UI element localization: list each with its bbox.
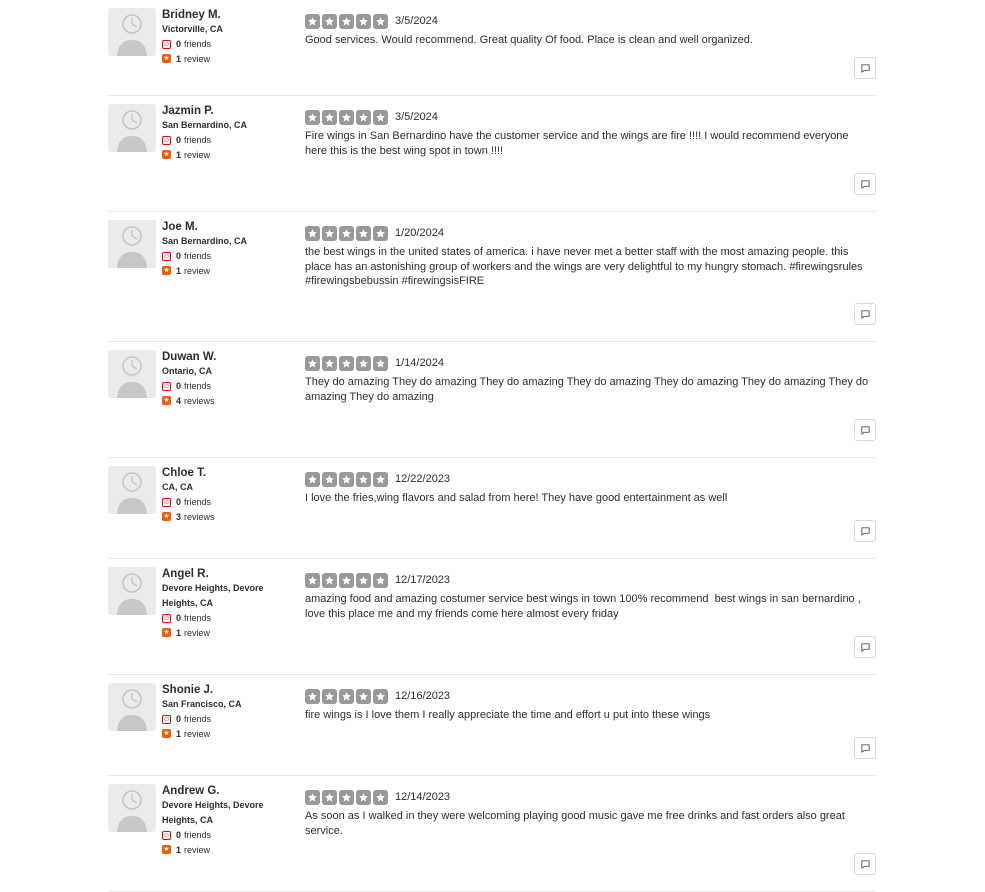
star-rating	[305, 356, 390, 371]
friends-count: 0	[176, 613, 182, 623]
user-name[interactable]: Angel R.	[162, 568, 209, 580]
user-name[interactable]: Joe M.	[162, 221, 198, 233]
comment-button[interactable]	[854, 57, 876, 79]
star-icon	[305, 356, 320, 371]
star-icon	[305, 790, 320, 805]
star-icon	[322, 14, 337, 29]
user-info	[162, 350, 280, 408]
star-icon	[305, 226, 320, 241]
friends-count: 0	[176, 381, 182, 391]
user-location: Victorville, CA	[162, 24, 223, 34]
star-icon	[305, 573, 320, 588]
avatar[interactable]	[108, 350, 156, 398]
friends-icon: ☺	[162, 715, 171, 723]
review-text: the best wings in the united states of america. i have never met a better staff with the most amazing people. this place has an astonishing group of workers and the wings are very delightful to my hungry stomach. #firewingsrules #firewingsbebussin #firewingsisFIRE	[305, 246, 866, 288]
star-icon	[356, 356, 371, 371]
friends-count: 0	[176, 39, 182, 49]
review-body	[305, 355, 871, 404]
star-icon	[373, 110, 388, 125]
reviews-label: reviews	[184, 395, 215, 406]
avatar[interactable]	[108, 220, 156, 268]
reviews-count: 1	[176, 627, 182, 638]
review-body	[305, 789, 871, 838]
speech-bubble-icon	[860, 743, 871, 754]
friends-count: 0	[176, 135, 182, 145]
user-location: Devore Heights, Devore Heights, CA	[162, 800, 264, 825]
friends-stat	[162, 37, 280, 52]
review-body	[305, 225, 871, 289]
rating-row	[305, 688, 871, 704]
star-icon	[356, 110, 371, 125]
user-info	[162, 8, 280, 66]
speech-bubble-icon	[860, 526, 871, 537]
friends-label: friends	[184, 135, 212, 145]
comment-button[interactable]	[854, 737, 876, 759]
review-item	[108, 776, 876, 892]
review-star-icon: ★	[163, 629, 170, 637]
star-icon	[305, 14, 320, 29]
review-star-icon: ★	[163, 267, 170, 275]
review-star-icon: ★	[163, 730, 170, 738]
star-icon	[339, 110, 354, 125]
star-icon	[305, 689, 320, 704]
review-star-icon: ★	[163, 55, 170, 63]
reviews-stat	[162, 394, 280, 409]
comment-button[interactable]	[854, 636, 876, 658]
rating-row	[305, 225, 871, 241]
review-item	[108, 559, 876, 675]
reviews-count: 1	[176, 149, 182, 160]
friends-label: friends	[184, 830, 212, 840]
rating-row	[305, 355, 871, 371]
avatar[interactable]	[108, 466, 156, 514]
user-name[interactable]: Shonie J.	[162, 684, 214, 696]
avatar[interactable]	[108, 104, 156, 152]
friends-stat	[162, 611, 280, 626]
friends-icon: ☺	[162, 614, 171, 622]
review-body	[305, 471, 871, 506]
review-text: As soon as I walked in they were welcoming playing good music gave me free drinks and fast orders also great service.	[305, 810, 848, 837]
star-icon	[356, 14, 371, 29]
review-text: fire wings is I love them I really appreciate the time and effort u put into these wings	[305, 709, 711, 721]
reviews-label: reviews	[184, 511, 215, 522]
star-icon	[322, 110, 337, 125]
review-body	[305, 13, 871, 48]
star-icon	[373, 573, 388, 588]
user-name[interactable]: Jazmin P.	[162, 105, 214, 117]
review-star-icon: ★	[163, 846, 170, 854]
review-item	[108, 96, 876, 212]
reviews-count: 1	[176, 265, 182, 276]
comment-button[interactable]	[854, 419, 876, 441]
reviews-label: review	[184, 53, 211, 64]
friends-stat	[162, 712, 280, 727]
user-location: Devore Heights, Devore Heights, CA	[162, 583, 264, 608]
review-date: 12/14/2023	[395, 791, 451, 803]
reviews-label: review	[184, 265, 211, 276]
review-text: They do amazing They do amazing They do amazing They do amazing They do amazing They do amazing They do amazing They do amazing	[305, 376, 872, 403]
user-info	[162, 466, 280, 524]
review-date: 12/17/2023	[395, 574, 451, 586]
rating-row	[305, 13, 871, 29]
review-date: 1/20/2024	[395, 227, 444, 239]
star-icon	[373, 226, 388, 241]
star-icon	[305, 472, 320, 487]
reviews-count: 1	[176, 728, 182, 739]
star-rating	[305, 110, 390, 125]
friends-icon: ☺	[162, 252, 171, 260]
review-date: 12/22/2023	[395, 473, 451, 485]
friends-stat	[162, 495, 280, 510]
speech-bubble-icon	[860, 425, 871, 436]
review-star-icon: ★	[163, 397, 170, 405]
star-rating	[305, 472, 390, 487]
user-info	[162, 104, 280, 162]
friends-label: friends	[184, 714, 212, 724]
user-info	[162, 683, 280, 741]
star-icon	[373, 356, 388, 371]
star-icon	[356, 226, 371, 241]
comment-button[interactable]	[854, 173, 876, 195]
reviews-count: 3	[176, 511, 182, 522]
star-icon	[356, 790, 371, 805]
star-icon	[305, 110, 320, 125]
review-date: 3/5/2024	[395, 111, 438, 123]
speech-bubble-icon	[860, 309, 871, 320]
star-icon	[356, 573, 371, 588]
review-text: I love the fries,wing flavors and salad from here! They have good entertainment as well	[305, 492, 728, 504]
star-rating	[305, 226, 390, 241]
star-rating	[305, 14, 390, 29]
star-icon	[322, 356, 337, 371]
reviews-label: review	[184, 149, 211, 160]
user-info	[162, 784, 280, 857]
speech-bubble-icon	[860, 63, 871, 74]
speech-bubble-icon	[860, 859, 871, 870]
speech-bubble-icon	[860, 179, 871, 190]
friends-icon: ☺	[162, 382, 171, 390]
star-icon	[356, 472, 371, 487]
review-item	[108, 675, 876, 776]
star-icon	[373, 472, 388, 487]
friends-icon: ☺	[162, 136, 171, 144]
review-body	[305, 688, 871, 723]
avatar[interactable]	[108, 683, 156, 731]
user-location: San Bernardino, CA	[162, 236, 248, 246]
user-name[interactable]: Andrew G.	[162, 785, 220, 797]
review-star-icon: ★	[163, 151, 170, 159]
friends-label: friends	[184, 251, 212, 261]
rating-row	[305, 789, 871, 805]
comment-button[interactable]	[854, 520, 876, 542]
user-location: San Bernardino, CA	[162, 120, 248, 130]
review-text: amazing food and amazing costumer service best wings in town 100% recommend best wings in san bernardino , love this place me and my friends come here almost every friday	[305, 593, 864, 620]
user-name[interactable]: Bridney M.	[162, 9, 221, 21]
star-icon	[339, 573, 354, 588]
star-icon	[339, 790, 354, 805]
friends-stat	[162, 249, 280, 264]
reviews-stat	[162, 264, 280, 279]
friends-icon: ☺	[162, 498, 171, 506]
user-location: CA, CA	[162, 482, 193, 492]
star-icon	[373, 689, 388, 704]
user-name[interactable]: Chloe T.	[162, 467, 207, 479]
star-icon	[322, 226, 337, 241]
friends-label: friends	[184, 39, 212, 49]
reviews-stat	[162, 843, 280, 858]
friends-stat	[162, 133, 280, 148]
comment-button[interactable]	[854, 303, 876, 325]
comment-button[interactable]	[854, 853, 876, 875]
user-info	[162, 567, 280, 640]
reviews-count: 1	[176, 844, 182, 855]
star-icon	[339, 689, 354, 704]
reviews-stat	[162, 148, 280, 163]
friends-stat	[162, 379, 280, 394]
review-text: Fire wings in San Bernardino have the customer service and the wings are fire !!!! I would recommend everyone here this is the best wing spot in town !!!!	[305, 130, 852, 157]
reviews-stat	[162, 52, 280, 67]
reviews-stat	[162, 727, 280, 742]
star-icon	[322, 573, 337, 588]
star-icon	[373, 790, 388, 805]
star-icon	[373, 14, 388, 29]
user-name[interactable]: Duwan W.	[162, 351, 217, 363]
rating-row	[305, 109, 871, 125]
friends-stat	[162, 828, 280, 843]
star-icon	[339, 472, 354, 487]
friends-count: 0	[176, 497, 182, 507]
avatar[interactable]	[108, 567, 156, 615]
friends-label: friends	[184, 381, 212, 391]
user-location: San Francisco, CA	[162, 699, 242, 709]
reviews-count: 1	[176, 53, 182, 64]
review-item	[108, 0, 876, 96]
star-icon	[322, 790, 337, 805]
review-item	[108, 342, 876, 458]
reviews-label: review	[184, 728, 211, 739]
friends-count: 0	[176, 714, 182, 724]
star-icon	[356, 689, 371, 704]
star-rating	[305, 689, 390, 704]
reviews-label: review	[184, 844, 211, 855]
star-rating	[305, 573, 390, 588]
review-item	[108, 458, 876, 559]
review-date: 3/5/2024	[395, 15, 438, 27]
friends-icon: ☺	[162, 831, 171, 839]
user-location: Ontario, CA	[162, 366, 213, 376]
star-rating	[305, 790, 390, 805]
friends-label: friends	[184, 613, 212, 623]
review-body	[305, 109, 871, 158]
reviews-count: 4	[176, 395, 182, 406]
reviews-stat	[162, 626, 280, 641]
avatar[interactable]	[108, 8, 156, 56]
friends-icon: ☺	[162, 40, 171, 48]
speech-bubble-icon	[860, 642, 871, 653]
star-icon	[339, 14, 354, 29]
star-icon	[339, 356, 354, 371]
review-text: Good services. Would recommend. Great quality Of food. Place is clean and well organized.	[305, 34, 753, 46]
rating-row	[305, 471, 871, 487]
user-info	[162, 220, 280, 278]
star-icon	[339, 226, 354, 241]
reviews-stat	[162, 510, 280, 525]
friends-count: 0	[176, 830, 182, 840]
avatar[interactable]	[108, 784, 156, 832]
reviews-label: review	[184, 627, 211, 638]
star-icon	[322, 689, 337, 704]
review-date: 12/16/2023	[395, 690, 451, 702]
review-date: 1/14/2024	[395, 357, 444, 369]
review-item	[108, 212, 876, 342]
star-icon	[322, 472, 337, 487]
friends-count: 0	[176, 251, 182, 261]
rating-row	[305, 572, 871, 588]
friends-label: friends	[184, 497, 212, 507]
review-star-icon: ★	[163, 513, 170, 521]
review-body	[305, 572, 871, 621]
